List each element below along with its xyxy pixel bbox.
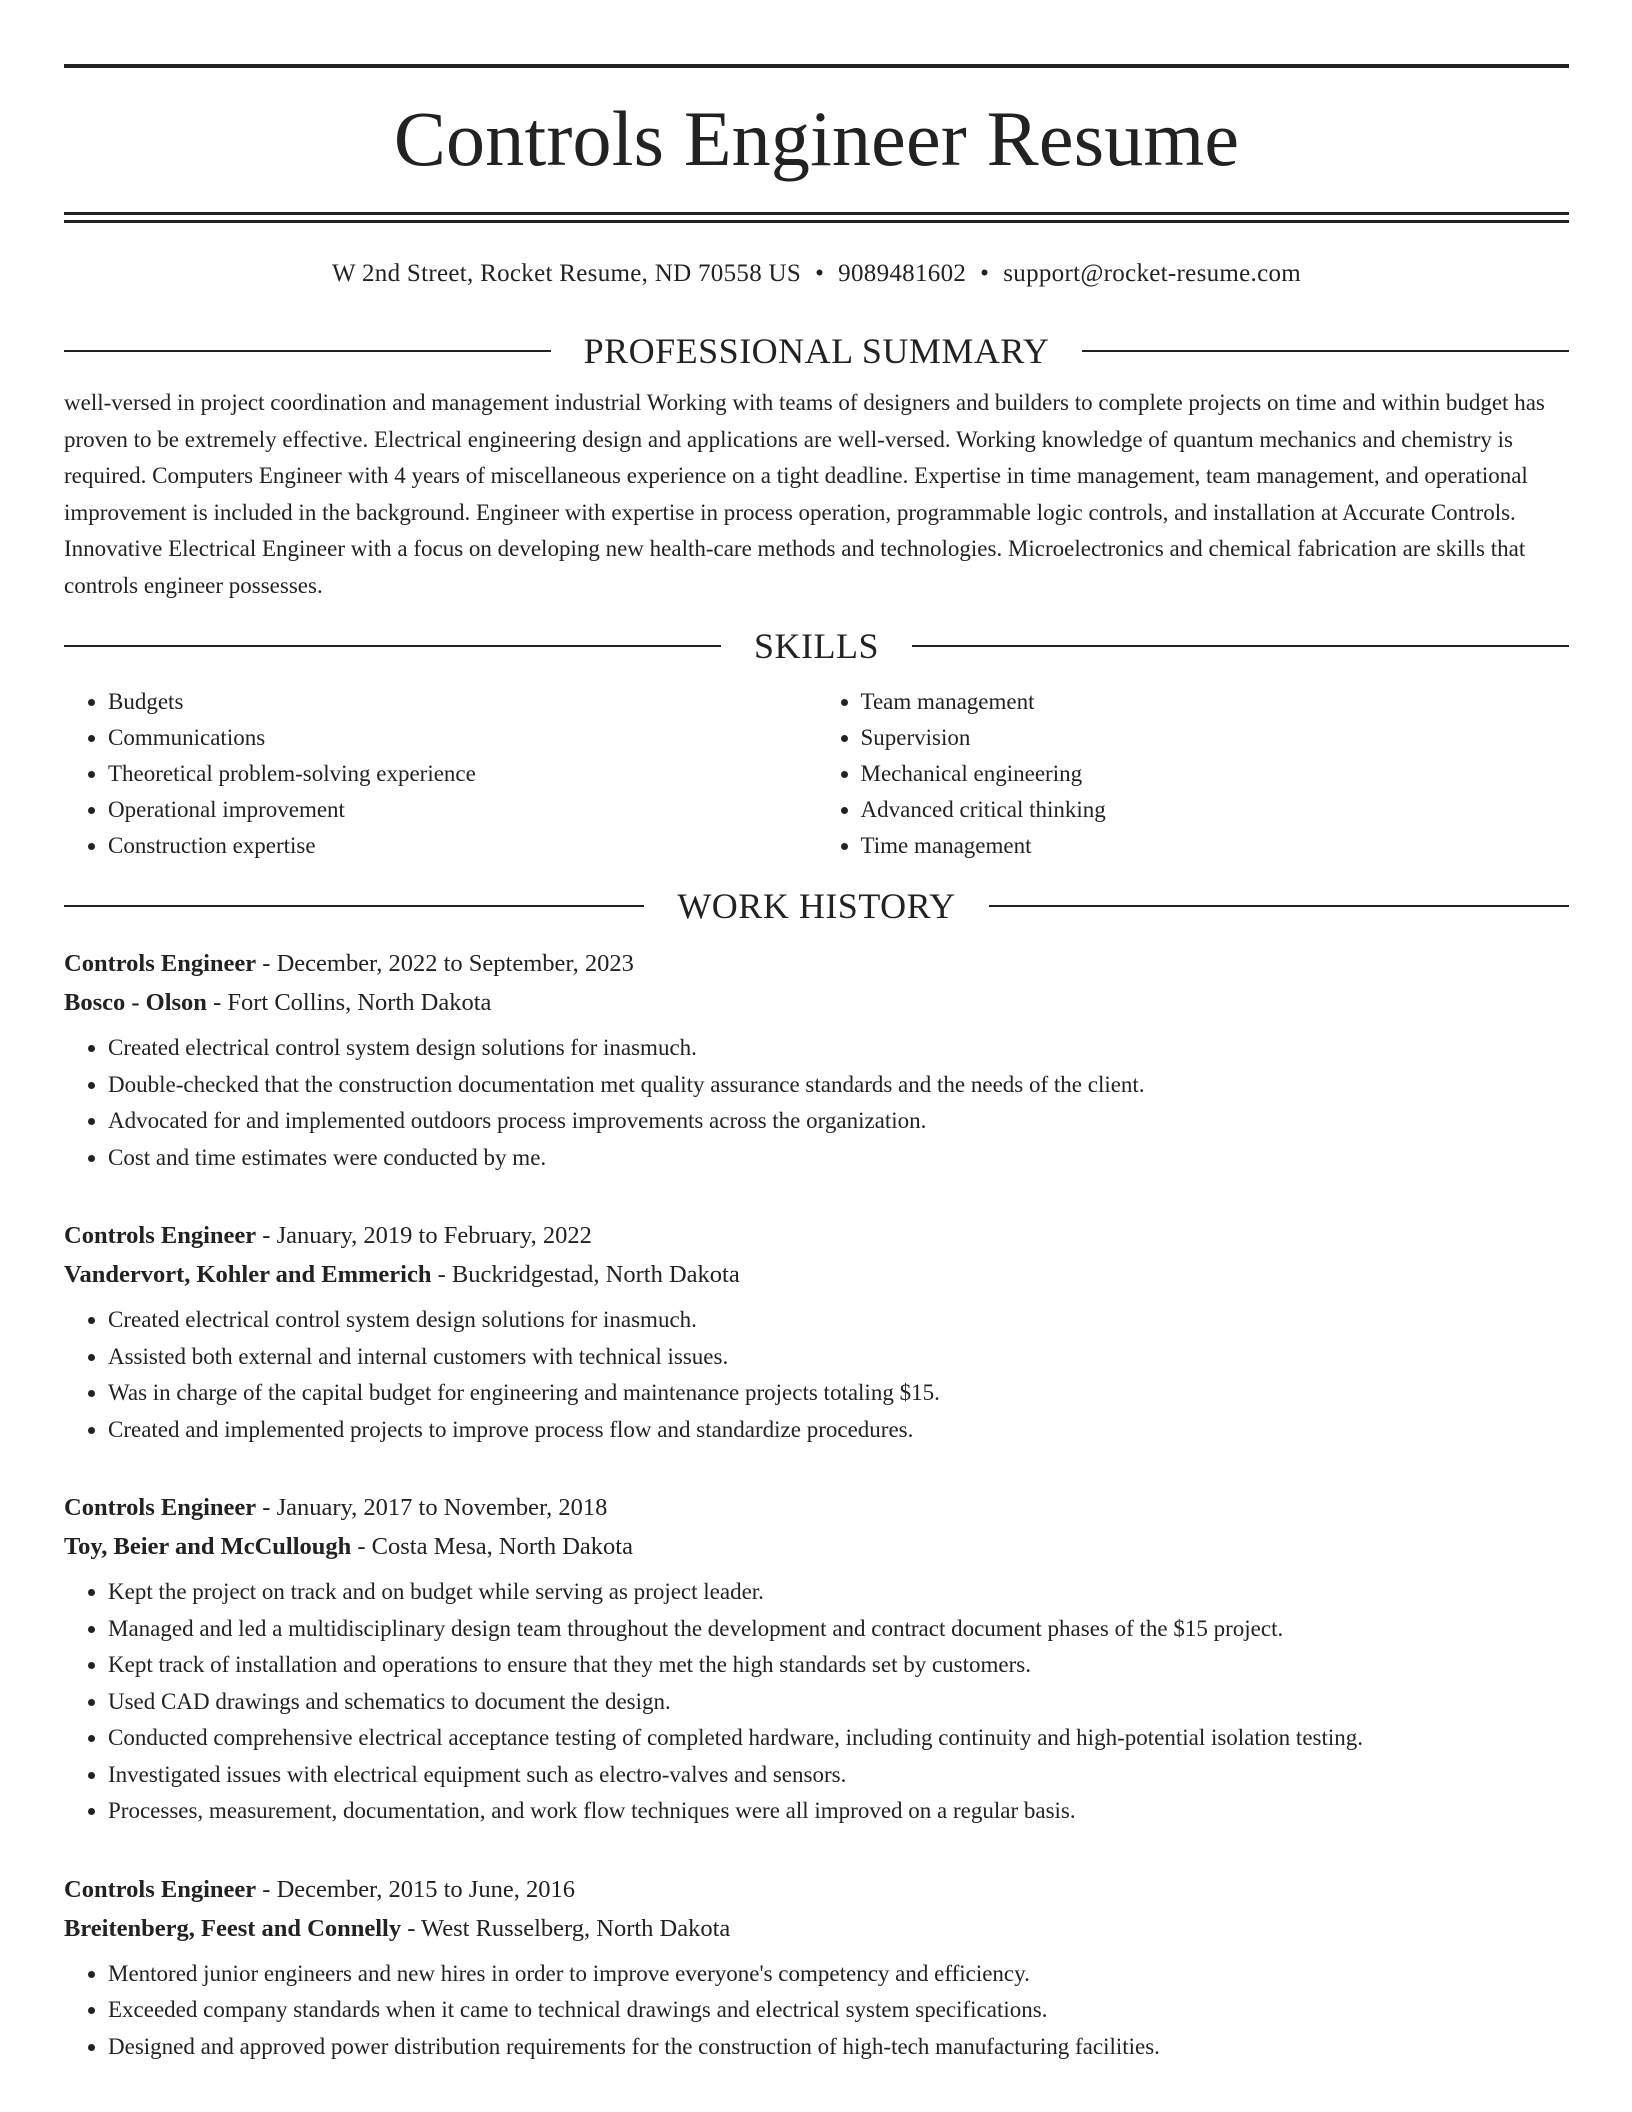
- job-company-line: [64, 1909, 1569, 1948]
- job-bullet: • Used CAD drawings and schematics to document the design.: [108, 1684, 1569, 1721]
- job-title: Controls Engineer: [64, 1222, 257, 1249]
- job-bullet: • Conducted comprehensive electrical acceptance testing of completed hardware, including continuity and high-potential isolation testing.: [108, 1720, 1569, 1757]
- contact-email: support@rocket-resume.com: [1003, 260, 1302, 287]
- job-bullet: • Exceeded company standards when it came to technical drawings and electrical system specifications.: [108, 1992, 1569, 2029]
- job-bullet: • Was in charge of the capital budget for engineering and maintenance projects totaling $15.: [108, 1375, 1569, 1412]
- skill-item: • Operational improvement: [108, 792, 817, 828]
- contact-line: [64, 259, 1569, 289]
- skill-item: • Budgets: [108, 684, 817, 720]
- job-company: Toy, Beier and McCullough: [64, 1533, 352, 1560]
- job-bullet: • Managed and led a multidisciplinary design team throughout the development and contract document phases of the $15 project.: [108, 1611, 1569, 1648]
- title-double-rule: [64, 212, 1569, 223]
- skill-item: • Advanced critical thinking: [861, 792, 1570, 828]
- job-bullet: • Advocated for and implemented outdoors process improvements across the organization.: [108, 1103, 1569, 1140]
- job-title-line: [64, 1488, 1569, 1527]
- summary-heading-label: PROFESSIONAL SUMMARY: [583, 331, 1050, 371]
- skills-column-left: [64, 684, 817, 864]
- job-bullet: • Created electrical control system design solutions for inasmuch.: [108, 1030, 1569, 1067]
- job-company: Bosco - Olson: [64, 989, 207, 1016]
- job-entry: [64, 1216, 1569, 1448]
- job-title-line: [64, 944, 1569, 983]
- job-title-line: [64, 1870, 1569, 1909]
- job-bullet: • Investigated issues with electrical equipment such as electro-valves and sensors.: [108, 1757, 1569, 1794]
- job-bullet: • Created electrical control system design solutions for inasmuch.: [108, 1302, 1569, 1339]
- skill-item: • Time management: [861, 828, 1570, 864]
- job-company: Vandervort, Kohler and Emmerich: [64, 1261, 432, 1288]
- job-entry: [64, 944, 1569, 1176]
- job-location: - Fort Collins, North Dakota: [206, 989, 492, 1016]
- job-location: - West Russelberg, North Dakota: [401, 1914, 731, 1942]
- job-title: Controls Engineer: [64, 950, 257, 977]
- skill-item: • Communications: [108, 720, 817, 756]
- job-title-line: [64, 1216, 1569, 1255]
- work-history-heading: [64, 886, 1569, 926]
- summary-heading: [64, 331, 1569, 371]
- skills-list: [64, 684, 1569, 864]
- professional-summary-text: well-versed in project coordination and management industrial Working with teams of designers and builders to complete projects on time and within budget has proven to be extremely effective. Electrical engineering design and applications are well-versed. Working knowledge of quantum mechanics and chemistry is required. Computers Engineer with 4 years of miscellaneous experience on a tight deadline. Expertise in time management, team management, and operational improvement is included in the background. Engineer with expertise in process operation, programmable logic controls, and installation at Accurate Controls. Innovative Electrical Engineer with a focus on developing new health-care methods and technologies. Microelectronics and chemical fabrication are skills that controls engineer possesses.: [64, 390, 1545, 598]
- job-dates: - January, 2019 to February, 2022: [256, 1222, 592, 1249]
- contact-separator: •: [815, 260, 825, 287]
- skill-item: • Supervision: [861, 720, 1570, 756]
- job-bullet: • Created and implemented projects to improve process flow and standardize procedures.: [108, 1412, 1569, 1449]
- skills-heading: [64, 626, 1569, 666]
- job-bullet: • Designed and approved power distribution requirements for the construction of high-tech manufacturing facilities.: [108, 2029, 1569, 2066]
- job-title: Controls Engineer: [64, 1875, 257, 1903]
- resume-page: [64, 64, 1569, 2065]
- contact-address: W 2nd Street, Rocket Resume, ND 70558 US: [331, 260, 802, 287]
- job-entry: [64, 1488, 1569, 1830]
- job-company-line: [64, 1527, 1569, 1566]
- skill-item: • Mechanical engineering: [861, 756, 1570, 792]
- job-bullet: • Processes, measurement, documentation, and work flow techniques were all improved on a regular basis.: [108, 1793, 1569, 1830]
- job-title: Controls Engineer: [64, 1494, 257, 1521]
- contact-separator: •: [980, 260, 990, 287]
- skill-item: • Team management: [861, 684, 1570, 720]
- job-bullets: [64, 1574, 1569, 1830]
- job-dates: - December, 2015 to June, 2016: [256, 1875, 575, 1903]
- job-company-line: [64, 1255, 1569, 1294]
- page-title: Controls Engineer Resume: [393, 95, 1240, 182]
- job-company-line: [64, 983, 1569, 1022]
- skill-item: • Construction expertise: [108, 828, 817, 864]
- job-location: - Buckridgestad, North Dakota: [431, 1261, 740, 1288]
- skills-heading-label: SKILLS: [754, 626, 880, 666]
- job-dates: - December, 2022 to September, 2023: [256, 950, 634, 977]
- job-bullet: • Kept track of installation and operations to ensure that they met the high standards set by customers.: [108, 1647, 1569, 1684]
- job-bullet: • Assisted both external and internal customers with technical issues.: [108, 1339, 1569, 1376]
- job-location: - Costa Mesa, North Dakota: [351, 1533, 633, 1560]
- job-dates: - January, 2017 to November, 2018: [256, 1494, 608, 1521]
- job-bullet: • Cost and time estimates were conducted by me.: [108, 1140, 1569, 1177]
- job-bullets: [64, 1302, 1569, 1448]
- skill-item: • Theoretical problem-solving experience: [108, 756, 817, 792]
- job-bullet: • Mentored junior engineers and new hires in order to improve everyone's competency and efficiency.: [108, 1956, 1569, 1993]
- job-bullets: [64, 1030, 1569, 1176]
- top-rule: [64, 64, 1569, 68]
- contact-phone: 9089481602: [838, 260, 967, 287]
- skills-column-right: [817, 684, 1570, 864]
- job-company: Breitenberg, Feest and Connelly: [64, 1914, 402, 1942]
- job-entry: [64, 1870, 1569, 2066]
- job-bullet: • Double-checked that the construction documentation met quality assurance standards and the needs of the client.: [108, 1067, 1569, 1104]
- work-history-heading-label: WORK HISTORY: [677, 886, 956, 926]
- job-bullet: • Kept the project on track and on budget while serving as project leader.: [108, 1574, 1569, 1611]
- job-bullets: [64, 1956, 1569, 2066]
